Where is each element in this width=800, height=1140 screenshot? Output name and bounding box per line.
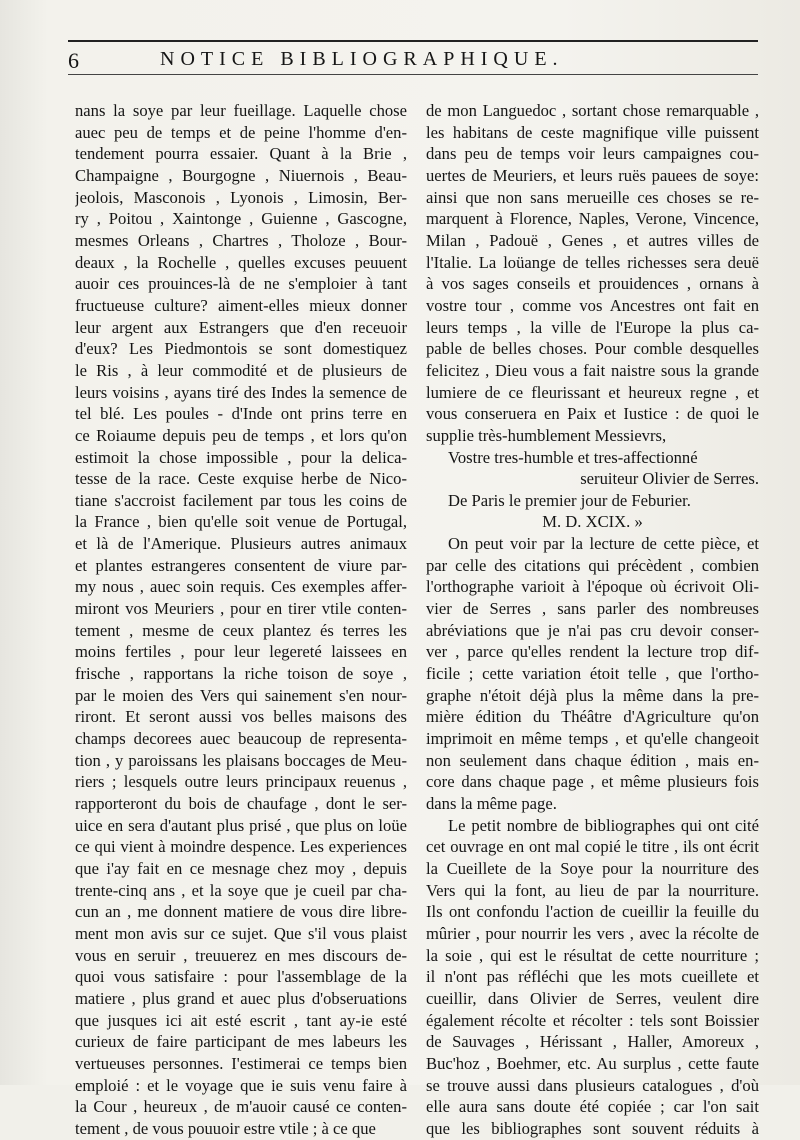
text-line: les habitans de ceste magnifique ville puissent <box>426 122 759 142</box>
text-line: et plantes estrangeres consentent de viure par- <box>75 555 407 575</box>
text-line: rapporteront du bois de chaufage , dont le ser- <box>75 794 407 813</box>
text-line: supplie très-humblement Messievrs, <box>426 425 667 445</box>
text-line: Vostre tres-humble et tres-affectionné <box>448 447 698 467</box>
text-line: ainsi que non sans merueille ces choses se re- <box>426 187 759 207</box>
text-line: tendement pourra essaier. Quant à la Brie , <box>75 144 407 164</box>
text-line: également récolte et récolter : tels sont Boissier <box>426 1010 759 1030</box>
text-line: elle aura sans doute été copiée ; car l'on sait <box>426 1097 759 1117</box>
text-line: leurs voisins , ayans tiré des Indes la semence de <box>75 382 407 402</box>
text-line: à vos sages conseils et prouidences , ornans à <box>426 274 759 294</box>
text-line: moins fertiles , pour leur legereté laissees en <box>75 642 407 662</box>
text-line: vier de Serres , sans parler des nombreuses <box>426 599 759 619</box>
text-line: quoi vous satisfaire : pour l'assemblage de la <box>75 967 407 987</box>
header-rule-bottom <box>68 74 758 75</box>
text-line: se trouve aussi dans plusieurs catalogues , d'où <box>426 1075 759 1095</box>
text-line: Champaigne , Bourgogne , Niuernois , Beau- <box>75 165 407 185</box>
text-line: l'orthographe varioit à l'époque où écrivoit Oli- <box>426 577 759 597</box>
text-line: pable de belles choses. Pour comble desquelles <box>426 339 759 359</box>
text-line: abréviations que je n'ai pas cru devoir conser- <box>426 620 759 640</box>
text-line: De Paris le premier jour de Feburier. <box>448 490 691 510</box>
text-line: matiere , plus grand et auec plus d'obseruations <box>75 988 407 1008</box>
text-line: deaux , la Rochelle , quelles excuses peuuent <box>75 252 407 272</box>
text-line: mière édition du Théâtre d'Agriculture qu'on <box>426 707 759 727</box>
text-line: Milan , Padouë , Genes , et autres villes de <box>426 230 759 250</box>
text-line: la France , bien qu'elle soit venue de Portugal, <box>75 512 407 532</box>
text-line: miront vos Meuriers , pour en tirer vtile conten- <box>75 599 407 619</box>
text-line: champs decorees auec beaucoup de representa- <box>75 729 407 749</box>
text-line: Vers qui la font, au lieu de par la nourriture. <box>426 880 759 900</box>
text-line: vous conseruera en Paix et Iustice : de quoi le <box>426 404 759 424</box>
right-column <box>426 100 759 1140</box>
text-line: cueillir, dans Olivier de Serres, veulent dire <box>426 988 759 1008</box>
page-number: 6 <box>68 48 79 73</box>
text-line: ry , Poitou , Xaintonge , Guienne , Gascogne, <box>75 209 407 229</box>
text-line: marquent à Florence, Naples, Verone, Vincence, <box>426 209 759 229</box>
text-line: il n'ont pas réfléchi que les mots cueillete et <box>426 967 759 987</box>
text-line: leurs temps , la ville de l'Europe la plus ca- <box>426 317 759 337</box>
text-line: que i'ay fait en ce mesnage chez moy , depuis <box>75 858 407 878</box>
text-line: M. D. XCIX. » <box>542 512 643 532</box>
text-line: Buc'hoz , Boehmer, etc. Au surplus , cette faute <box>426 1053 759 1073</box>
text-line: non seulement dans chaque édition , mais en- <box>426 750 759 770</box>
text-line: vertueuses personnes. I'estimerai ce temps bien <box>75 1053 407 1073</box>
page-header <box>68 40 758 76</box>
text-line: que jusques ici ait esté escrit , tant ay-ie esté <box>75 1010 407 1030</box>
text-line: tement , mesme de ceux plantez és terres les <box>75 620 407 640</box>
text-line: mûrier , pour nourrir les vers , avec la récolte de <box>426 923 759 943</box>
text-line: felicitez , Dieu vous a fait naistre sous la grande <box>426 360 759 380</box>
text-line: emploié : et le voyage que ie suis venu faire à <box>75 1075 407 1095</box>
text-line: graphe n'étoit déjà plus la même dans la pre- <box>426 685 759 705</box>
text-line: ver , parce qu'elles rendent la lecture trop dif- <box>426 642 759 662</box>
text-line: par celle des citations qui précèdent , combien <box>426 555 759 575</box>
text-line: vostre tour , comme vos Ancestres ont fait en <box>426 295 759 315</box>
running-title: NOTICE BIBLIOGRAPHIQUE. <box>160 48 564 70</box>
text-line: tesse de la race. Ceste exquise herbe de Nico- <box>75 469 407 489</box>
text-line: my nous , auec soin requis. Ces exemples affer- <box>75 577 407 597</box>
text-line: lumiere de ce fleurissant et heureux regne , et <box>426 382 759 402</box>
text-line: frische , rapportans la riche toison de soye , <box>75 664 407 684</box>
text-line: riront. Et seront aussi vos belles maisons des <box>75 707 407 727</box>
header-rule-top <box>68 40 758 42</box>
text-line: nans la soye par leur fueillage. Laquelle chose <box>75 101 407 120</box>
text-line: la soie , qui est le résultat de cette nourriture ; <box>426 945 759 965</box>
text-line: uice en sera d'autant plus prisé , que plus on loüe <box>75 815 407 835</box>
text-line: l'Italie. La loüange de telles richesses sera deuë <box>426 252 759 272</box>
text-line: tement , de vous pouuoir estre vtile ; à ce que <box>75 1118 376 1138</box>
text-line: par le moien des Vers qui sainement s'en nour- <box>75 685 407 705</box>
text-line: trente-cinq ans , et la soye que je cueil par cha- <box>75 880 407 900</box>
text-line: core dans chaque page , et même plusieurs fois <box>426 772 759 792</box>
text-line: ment mon avis sur ce sujet. Que s'il vous plaist <box>75 923 407 943</box>
text-line: ce qui vient à moindre despence. Les experiences <box>75 837 407 857</box>
text-line: le Ris , à leur commodité et de plusieurs de <box>75 360 407 380</box>
text-line: estimoit la chose impossible , pour la delica- <box>75 447 407 467</box>
text-line: vous en seruir , treuuerez en mes discours de- <box>75 945 407 965</box>
text-line: auoir ces prouinces-là de ne s'emploier à tant <box>75 274 407 294</box>
text-line: tiane s'accroist facilement par tous les coins de <box>75 490 407 510</box>
text-line: On peut voir par la lecture de cette pièce, et <box>448 534 759 554</box>
text-line: la Cour , heureux , de m'auoir causé ce conten- <box>75 1097 407 1117</box>
text-line: dans peu de temps voir leurs campaignes cou- <box>426 144 759 164</box>
text-line: seruiteur Olivier de Serres. <box>580 469 759 489</box>
text-line: ce Roiaume depuis peu de temps , et lors qu'on <box>75 425 407 445</box>
text-line: ficile ; cette variation étoit telle , que l'ortho- <box>426 664 759 684</box>
text-line: de Sauvages , Hérissant , Haller, Amoreux , <box>426 1032 759 1052</box>
text-line: cun an , me donnent matiere de vous dire libre- <box>75 902 407 922</box>
text-line: imprimoit en même temps , et qu'elle changeoit <box>426 729 759 749</box>
text-line: d'eux? Les Piedmontois se sont domestiquez <box>75 339 407 359</box>
text-line: fructueuse culture? aiment-elles mieux donner <box>75 295 407 315</box>
text-line: riers ; lesquels outre leurs principaux reuenus , <box>75 772 407 792</box>
text-line: auec peu de temps et de peine l'homme d'en- <box>75 122 407 142</box>
text-line: que les bibliographes sont souvent réduits à <box>426 1118 759 1138</box>
text-line: et là de l'Amerique. Plusieurs autres animaux <box>75 534 407 554</box>
text-line: tel blé. Les poules - d'Inde ont prins terre en <box>75 404 407 424</box>
text-line: tion , y paroissans les plaisans boccages de Meu- <box>75 750 407 770</box>
text-line: curieux de faire participant de mes labeurs les <box>75 1032 407 1052</box>
text-line: dans la même page. <box>426 794 557 813</box>
text-line: uertes de Meuriers, et leurs ruës pauees de soye: <box>426 165 759 185</box>
text-line: cet ouvrage en ont mal copié le titre , ils ont écrit <box>426 837 759 857</box>
text-line: Ils ont confondu l'action de cueillir la feuille du <box>426 902 759 922</box>
text-line: leur argent aux Estrangers que d'en receuoir <box>75 317 407 337</box>
text-line: jeolois, Masconois , Lyonois , Limosin, Ber- <box>75 187 407 207</box>
text-line: la Cueillete de la Soye pour la nourriture des <box>426 858 759 878</box>
text-line: Le petit nombre de bibliographes qui ont cité <box>448 815 759 835</box>
text-line: de mon Languedoc , sortant chose remarquable , <box>426 101 759 120</box>
left-column <box>75 100 407 1140</box>
text-line: mesmes Orleans , Chartres , Tholoze , Bour- <box>75 230 407 250</box>
